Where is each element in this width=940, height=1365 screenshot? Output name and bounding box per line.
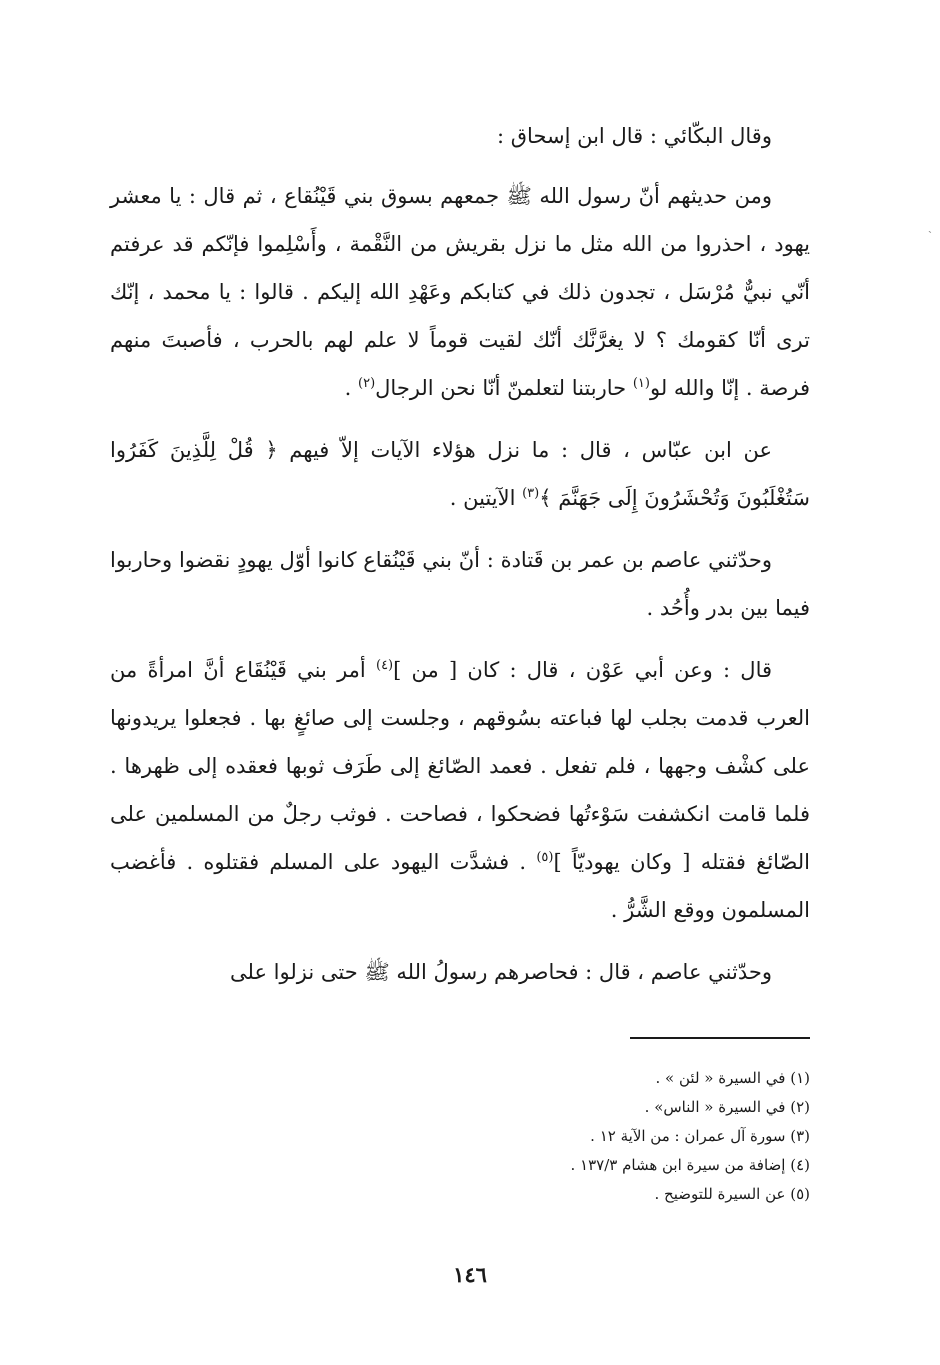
paragraph-3: [110, 536, 810, 632]
footnote-separator: [630, 1037, 810, 1039]
paragraph-3-text: وحدّثني عاصم بن عمر بن قَتادة : أنّ بني قَيْنُقاع كانوا أوّل يهودٍ نقضوا وحاربوا فيما بين بدر وأُحُد .: [110, 548, 810, 620]
paragraph-4-text-b: أمر بني قَيْنُقَاع أنَّ امرأةً من العرب قدمت بجلب لها فباعته بسُوقهم ، وجلست إلى صائغٍ بها . فجعلوا يريدونها على كشْف وجهها ، فلم تفعل . فعمد الصّائغ إلى طَرَف ثوبها فعقده إلى ظهرها . فلما قامت انكشفت سَوْءتُها فضحكوا ، فصاحت . فوثب رجلٌ من المسلمين على الصّائغ فقتله [ وكان يهوديّاً ]: [110, 658, 811, 874]
footnote-3: (٣) سورة آل عمران : من الآية ١٢ .: [590, 1127, 810, 1145]
paragraph-1: [110, 172, 810, 412]
paragraph-1-text: ومن حديثهم أنّ رسول الله ﷺ جمعهم بسوق بني قَيْنُقاع ، ثم قال : يا معشر يهود ، احذروا من الله مثل ما نزل بقريش من النَّقْمة ، وأَسْلِموا فإنّكم قد عرفتم أنّي نبيٌّ مُرْسَل ، تجدون ذلك في كتابكم وعَهْدِ الله إليكم . قالوا : يا محمد ، إنّك ترى أنّا كقومك ؟ لا يغرَّنَّك أنّك لقيت قوماً لا علم لهم بالحرب ، فأصبتَ منهم فرصة . إنّا والله لو: [110, 184, 810, 400]
footnotes: [300, 1064, 810, 1209]
header-line: وقال البكّائي : قال ابن إسحاق :: [497, 124, 772, 148]
footnote-4: (٤) إضافة من سيرة ابن هشام ١٣٧/٣ .: [570, 1156, 810, 1174]
footnote-ref-2: (٢): [358, 376, 376, 391]
footnote-1: (١) في السيرة « لئن » .: [655, 1069, 810, 1087]
footnote-ref-4: (٤): [375, 658, 394, 673]
paragraph-4: [110, 646, 810, 934]
footnote-ref-1: (١): [632, 376, 650, 391]
paragraph-1-text-b: حاربتنا لتعلمنّ أنّا نحن الرجال: [375, 376, 633, 400]
paragraph-4-text: قال : وعن أبي عَوْن ، قال : كان [ من ]: [393, 658, 773, 682]
footnote-2: (٢) في السيرة « الناس» .: [644, 1098, 810, 1116]
page-number: ١٤٦: [453, 1262, 487, 1287]
paragraph-4-text-c: . فشدَّت اليهود على المسلم فقتلوه . فأغضب المسلمون ووقع الشَّرُّ .: [110, 850, 810, 922]
paragraph-2-text-b: الآيتين .: [449, 486, 523, 510]
footnote-5: (٥) عن السيرة للتوضيح .: [654, 1185, 810, 1203]
paragraph-2: [110, 426, 810, 522]
main-text: [110, 112, 810, 1010]
scan-mark: ˴: [928, 223, 932, 237]
footnote-ref-5: (٥): [536, 850, 554, 865]
paragraph-5-text: وحدّثني عاصم ، قال : فحاصرهم رسولُ الله ﷺ حتى نزلوا على: [230, 960, 772, 984]
paragraph-1-text-c: .: [344, 376, 359, 400]
paragraph-2-text: عن ابن عبّاس ، قال : ما نزل هؤلاء الآيات إلاّ فيهم ﴿ قُلْ لِلَّذِينَ كَفَرُوا سَتُغْلَبُونَ وَتُحْشَرُونَ إِلَى جَهَنَّمَ ﴾: [110, 438, 810, 510]
paragraph-5: [110, 948, 810, 996]
footnote-ref-3: (٣): [522, 486, 540, 501]
